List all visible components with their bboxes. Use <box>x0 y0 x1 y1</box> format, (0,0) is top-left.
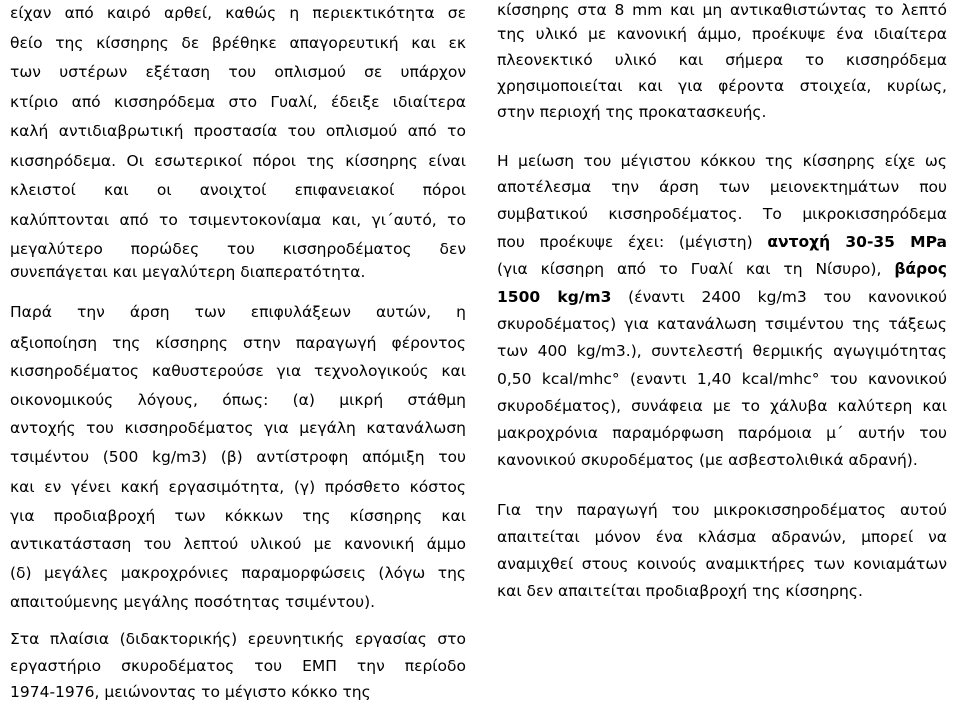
text-line: χρησιμοποιείται και για φέροντα στοιχεία, κυρίως, <box>497 77 947 95</box>
text-line <box>497 259 947 279</box>
text-line: συμβατικού κισσηροδέματος. Το μικροκισσηρόδεμα <box>497 205 947 223</box>
text-line: και δεν απαιτείται προδιαβροχή της κίσσηρης. <box>497 582 863 600</box>
text-line: κλειστοί και οι ανοιχτοί επιφανειακοί πόροι <box>10 181 466 199</box>
text-line: των 400 kg/m3.), συντελεστή θερμικής αγωγιμότητας <box>497 342 947 360</box>
text-line: μακροχρόνια παραμόρφωση παρόμοια μ΄ αυτήν του <box>497 424 947 442</box>
text-line: καλή αντιδιαβρωτική προστασία του οπλισμού από το <box>10 122 466 140</box>
text-line: 0,50 kcal/mhc° (εναντι 1,40 kcal/mhc° του κανονικού <box>497 370 947 388</box>
text-line: απαιτούμενης μεγάλης ποσότητας τσιμέντου). <box>10 593 376 611</box>
text-line: αξιοποίηση της κίσσηρης στην παραγωγή φέροντος <box>10 334 466 352</box>
text-line: είχαν από καιρό αρθεί, καθώς η περιεκτικότητα σε <box>10 4 466 22</box>
text-line: αναμιχθεί στους κοινούς αναμικτήρες των κονιαμάτων <box>497 555 947 573</box>
text-line: Για την παραγωγή του μικροκισσηροδέματος αυτού <box>497 501 947 519</box>
text-line <box>497 232 947 252</box>
text-span: που προέκυψε έχει: (μέγιστη) <box>497 233 768 251</box>
text-line: Στα πλαίσια (διδακτορικής) ερευνητικής εργασίας στο <box>10 630 466 648</box>
text-line: αποτέλεσμα την άρση των μειονεκτημάτων που <box>497 178 947 196</box>
text-line: κισσηροδέματος καθυστερούσε για τεχνολογικούς και <box>10 362 466 380</box>
text-line: των υστέρων εξέταση του οπλισμού σε υπάρχον <box>10 63 466 81</box>
text-line: 1974-1976, μειώνοντας το μέγιστο κόκκο της <box>10 683 371 701</box>
text-line <box>497 287 947 307</box>
text-span: (έναντι 2400 kg/m3 του κανονικού <box>611 288 947 306</box>
text-line: αντικατάσταση του λεπτού υλικού με κανονική άμμο <box>10 535 466 553</box>
text-line: σκυροδέματος), συνάφεια με το χάλυβα καλύτερη και <box>497 397 947 415</box>
text-line: και εν γένει κακή εργασιμότητα, (γ) πρόσθετο κόστος <box>10 478 466 496</box>
text-line: στην περιοχή της προκατασκευής. <box>497 103 767 121</box>
text-line: καλύπτονται από το τσιμεντοκονίαμα και, γι΄αυτό, το <box>10 211 466 229</box>
text-line: μεγαλύτερο πορώδες του κισσηροδέματος δεν <box>10 240 466 258</box>
text-line: συνεπάγεται και μεγαλύτερη διαπερατότητα. <box>10 263 366 281</box>
text-span: (για κίσσηρη από το Γυαλί και τη Νίσυρο), <box>497 260 895 278</box>
text-line: της υλικό με κανονική άμμο, προέκυψε ένα ιδιαίτερα <box>497 25 947 43</box>
text-line: εργαστήριο σκυροδέματος του ΕΜΠ την περίοδο <box>10 657 466 675</box>
weight-value: 1500 kg/m3 <box>497 288 612 306</box>
text-line: κισσηρόδεμα. Οι εσωτερικοί πόροι της κίσσηρης είναι <box>10 152 466 170</box>
text-line: σκυροδέματος) για κατανάλωση τσιμέντου της τάξεως <box>497 315 947 333</box>
text-line: Παρά την άρση των επιφυλάξεων αυτών, η <box>10 303 466 321</box>
text-line: κίσσηρης στα 8 mm και μη αντικαθιστώντας το λεπτό <box>497 1 947 19</box>
text-line: (δ) μεγάλες μακροχρόνιες παραμορφώσεις (λόγω της <box>10 564 466 582</box>
text-line: κτίριο από κισσηρόδεμα στο Γυαλί, έδειξε ιδιαίτερα <box>10 93 466 111</box>
text-line: τσιμέντου (500 kg/m3) (β) αντίστροφη απόμιξη του <box>10 448 466 466</box>
text-line: αντοχής του κισσηροδέματος για μεγάλη κατανάλωση <box>10 419 466 437</box>
text-line: απαιτείται μόνον ένα κλάσμα αδρανών, μπορεί να <box>497 528 947 546</box>
text-line: Η μείωση του μέγιστου κόκκου της κίσσηρης είχε ως <box>497 152 947 170</box>
text-line: πλεονεκτικό υλικό και σήμερα το κισσηρόδεμα <box>497 51 947 69</box>
text-line: κανονικού σκυροδέματος (με ασβεστολιθικά αδρανή). <box>497 451 918 469</box>
weight-label: βάρος <box>894 260 947 278</box>
strength-value: αντοχή 30-35 MPa <box>767 233 947 251</box>
text-line: για προδιαβροχή των κόκκων της κίσσηρης και <box>10 507 466 525</box>
text-line: οικονομικούς λόγους, όπως: (α) μικρή στάθμη <box>10 391 466 409</box>
text-line: θείο της κίσσηρης δε βρέθηκε απαγορευτική και εκ <box>10 34 466 52</box>
